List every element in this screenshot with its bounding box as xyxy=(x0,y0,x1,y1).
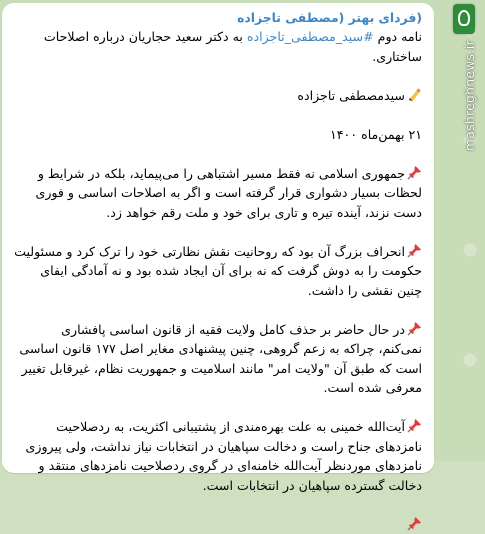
pushpin-icon xyxy=(407,165,422,180)
message-bubble[interactable] xyxy=(2,3,434,473)
hashtag-link[interactable]: #سید_مصطفی_تاجزاده xyxy=(247,29,374,44)
writing-hand-icon xyxy=(407,87,422,102)
paragraph-1 xyxy=(14,164,422,223)
pushpin-icon xyxy=(407,418,422,433)
date-line: ۲۱ بهمن‌ماه ۱۴۰۰ xyxy=(14,125,422,145)
author-line xyxy=(14,86,422,106)
pushpin-icon xyxy=(407,243,422,258)
paragraph-text: در حال حاضر بر حذف کامل ولایت فقیه از قانون اساسی پافشاری نمی‌کنم، چراکه به زعم گروهی، چنین پیشنهادی مغایر اصل ۱۷۷ قانون اساسی است که طبق آن "ولایت امر" مانند اسلامیت و جمهوریت نظام، غیرقابل تغییر معرفی شده است. xyxy=(19,322,422,396)
paragraph-text: جمهوری اسلامی نه فقط مسیر اشتباهی را می‌پیماید، بلکه در شرایط و لحظات بسیار دشواری قرار گرفته است و اگر به اصلاحات اساسی و فوری دست نزند، آینده تیره و تاری برای خود و ملت رقم خواهد زد. xyxy=(35,166,422,220)
paragraph-text: آیت‌الله خمینی به علت بهره‌مندی از پشتیبانی اکثریت، به ردصلاحیت نامزدهای جناح راست و دخالت سپاهیان در انتخابات نیاز نداشت، ولی پیروزی نامزدهای موردنظر آیت‌الله خامنه‌ای در گروی ردصلاحیت نامزدهای منتقد و دخالت گسترده سپاهیان در انتخابات است. xyxy=(26,419,422,493)
paragraph-5-cutoff xyxy=(14,515,422,534)
paragraph-3 xyxy=(14,320,422,398)
watermark xyxy=(437,0,485,461)
paragraph-text: انحراف بزرگ آن بود که روحانیت نقش نظارتی خود را ترک کرد و مسئولیت حکومت را به دوش گرفت که نه برای آن ایجاد شده بود و نه آمادگی ایفای چنین نقشی را داشت. xyxy=(14,244,422,298)
intro-line xyxy=(14,27,422,66)
paragraph-2 xyxy=(14,242,422,301)
intro-suffix: به دکتر سعید حجاریان درباره اصلاحات ساختاری. xyxy=(44,29,422,64)
mashregh-logo-icon xyxy=(453,4,475,34)
sender-name[interactable]: (فردای بهتر (مصطفی تاجزاده xyxy=(14,9,422,27)
intro-prefix: نامه دوم xyxy=(374,29,422,44)
pushpin-icon xyxy=(407,516,422,531)
pushpin-icon xyxy=(407,321,422,336)
paragraph-4 xyxy=(14,417,422,495)
author-name: سیدمصطفی تاجزاده xyxy=(297,88,405,103)
watermark-text: mashreghnews.ir xyxy=(463,40,477,151)
